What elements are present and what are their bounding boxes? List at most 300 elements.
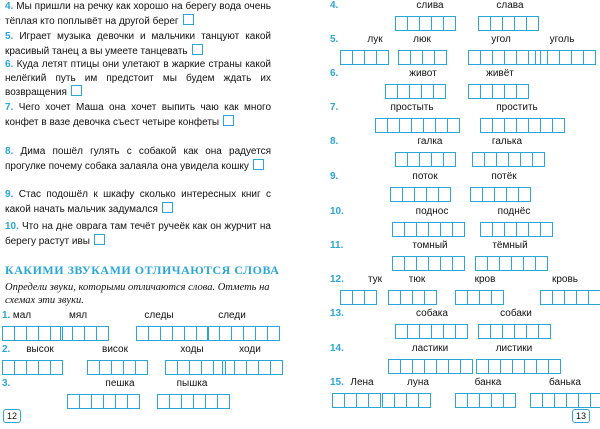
sound-box[interactable]	[182, 395, 194, 408]
sound-box[interactable]	[425, 291, 436, 304]
word-label: лук	[367, 34, 383, 45]
sound-box[interactable]	[166, 361, 178, 374]
sentence-4	[5, 0, 271, 28]
sound-box[interactable]	[536, 51, 548, 64]
sound-scheme[interactable]	[470, 187, 531, 202]
exercise-number: 3.	[2, 378, 11, 389]
sound-box[interactable]	[27, 361, 39, 374]
sound-box[interactable]	[420, 153, 432, 166]
sound-box[interactable]	[503, 325, 515, 338]
sound-box[interactable]	[525, 360, 537, 373]
sound-box[interactable]	[413, 360, 425, 373]
sound-box[interactable]	[517, 85, 528, 98]
sound-box[interactable]	[476, 257, 488, 270]
sound-box[interactable]	[403, 188, 415, 201]
sound-box[interactable]	[529, 119, 541, 132]
sound-box[interactable]	[104, 395, 116, 408]
sound-scheme[interactable]	[388, 290, 437, 305]
sound-box[interactable]	[395, 394, 407, 407]
exercise-number: 9.	[330, 171, 339, 182]
sound-box[interactable]	[489, 360, 501, 373]
sound-box[interactable]	[572, 51, 584, 64]
sound-scheme[interactable]	[468, 50, 541, 65]
sound-box[interactable]	[524, 257, 536, 270]
sentence-text: Что на дне оврага там течёт ручеёк как он журчит на берегу растут ивы	[5, 221, 271, 247]
sentence-number: 4.	[5, 1, 14, 12]
sound-box[interactable]	[408, 153, 420, 166]
sound-box[interactable]	[333, 394, 345, 407]
sentence-5	[5, 30, 271, 58]
sound-box[interactable]	[444, 325, 456, 338]
sound-box[interactable]	[453, 257, 464, 270]
sound-box[interactable]	[423, 51, 435, 64]
sound-scheme[interactable]	[480, 118, 565, 133]
sound-box[interactable]	[477, 360, 489, 373]
sound-scheme[interactable]	[87, 360, 148, 375]
sound-box[interactable]	[422, 85, 434, 98]
sound-scheme[interactable]	[392, 256, 465, 271]
sound-box[interactable]	[396, 17, 408, 30]
sound-box[interactable]	[256, 327, 268, 340]
sound-box[interactable]	[405, 257, 417, 270]
sound-box[interactable]	[365, 291, 376, 304]
sound-box[interactable]	[51, 361, 62, 374]
sound-scheme[interactable]	[468, 84, 529, 99]
sound-box[interactable]	[136, 361, 147, 374]
exercise-number: 6.	[330, 68, 339, 79]
sound-box[interactable]	[501, 360, 513, 373]
sound-box[interactable]	[39, 361, 51, 374]
sound-scheme[interactable]	[395, 16, 456, 31]
sound-box[interactable]	[389, 360, 401, 373]
exercise-number: 5.	[330, 34, 339, 45]
sound-box[interactable]	[449, 360, 461, 373]
sound-box[interactable]	[396, 325, 408, 338]
sound-box[interactable]	[435, 51, 446, 64]
sound-box[interactable]	[149, 327, 161, 340]
section-heading: КАКИМИ ЗВУКАМИ ОТЛИЧАЮТСЯ СЛОВА	[5, 263, 280, 277]
sound-box[interactable]	[396, 153, 408, 166]
sound-box[interactable]	[68, 395, 80, 408]
sound-box[interactable]	[377, 51, 388, 64]
sound-box[interactable]	[399, 51, 411, 64]
sound-box[interactable]	[429, 223, 441, 236]
sentence-text: Стас подошёл к шкафу сколько интересных книг с какой начать мальчик задумался	[5, 189, 272, 215]
sound-box[interactable]	[405, 223, 417, 236]
exercise-number: 4.	[330, 0, 339, 11]
sound-box[interactable]	[345, 394, 357, 407]
sound-box[interactable]	[473, 153, 485, 166]
sound-box[interactable]	[393, 223, 405, 236]
sound-box[interactable]	[461, 360, 472, 373]
sound-box[interactable]	[541, 119, 553, 132]
sentence-9	[5, 188, 271, 216]
sound-box[interactable]	[434, 85, 445, 98]
sound-box[interactable]	[444, 153, 455, 166]
sound-scheme[interactable]	[395, 324, 468, 339]
sound-box[interactable]	[432, 17, 444, 30]
sound-box[interactable]	[400, 119, 412, 132]
sentence-7	[5, 101, 271, 129]
sound-scheme[interactable]	[390, 187, 451, 202]
sound-box[interactable]	[432, 153, 444, 166]
sound-box[interactable]	[202, 361, 214, 374]
sound-box[interactable]	[553, 119, 564, 132]
sound-box[interactable]	[407, 394, 419, 407]
sound-box[interactable]	[353, 291, 365, 304]
sound-scheme[interactable]	[392, 222, 465, 237]
sound-box[interactable]	[341, 291, 353, 304]
sound-box[interactable]	[481, 223, 493, 236]
word-label: ходы	[180, 344, 204, 355]
sound-box[interactable]	[531, 394, 543, 407]
sound-scheme[interactable]	[382, 393, 431, 408]
sound-box[interactable]	[80, 395, 92, 408]
word-label: Лена	[350, 377, 374, 388]
sound-scheme[interactable]	[222, 360, 283, 375]
sound-box[interactable]	[415, 188, 427, 201]
sound-box[interactable]	[100, 361, 112, 374]
sound-box[interactable]	[448, 119, 459, 132]
sound-box[interactable]	[268, 327, 279, 340]
sound-box[interactable]	[553, 291, 565, 304]
sound-box[interactable]	[495, 188, 507, 201]
sound-box[interactable]	[505, 119, 517, 132]
sound-box[interactable]	[513, 360, 525, 373]
sound-box[interactable]	[206, 395, 218, 408]
sound-box[interactable]	[244, 327, 256, 340]
sound-box[interactable]	[425, 360, 437, 373]
sound-box[interactable]	[560, 51, 572, 64]
sound-scheme[interactable]	[388, 359, 473, 374]
answer-checkbox[interactable]	[253, 159, 264, 170]
sound-box[interactable]	[190, 361, 202, 374]
word-label: ходи	[239, 344, 261, 355]
sound-box[interactable]	[429, 257, 441, 270]
sound-box[interactable]	[509, 153, 521, 166]
sound-box[interactable]	[527, 325, 539, 338]
word-label: потёк	[491, 171, 517, 182]
sound-box[interactable]	[185, 327, 197, 340]
sound-box[interactable]	[483, 188, 495, 201]
word-label: уголь	[549, 34, 575, 45]
sound-box[interactable]	[376, 119, 388, 132]
word-label: высок	[26, 344, 54, 355]
word-label: банька	[549, 377, 581, 388]
sound-box[interactable]	[158, 395, 170, 408]
sound-box[interactable]	[444, 17, 455, 30]
sound-scheme[interactable]	[540, 290, 600, 305]
sound-box[interactable]	[517, 119, 529, 132]
sound-box[interactable]	[471, 188, 483, 201]
word-label: простить	[496, 102, 538, 113]
left-page	[0, 0, 286, 429]
sound-box[interactable]	[420, 17, 432, 30]
sound-box[interactable]	[521, 153, 533, 166]
sound-box[interactable]	[505, 85, 517, 98]
word-label: галка	[417, 136, 443, 147]
exercise-number: 1.	[2, 310, 11, 321]
sentence-6	[5, 58, 271, 100]
page-number-right: 13	[572, 409, 590, 423]
sound-scheme[interactable]	[136, 326, 209, 341]
sound-box[interactable]	[73, 327, 85, 340]
sound-box[interactable]	[519, 188, 530, 201]
exercise-number: 13.	[330, 308, 344, 319]
sound-box[interactable]	[232, 327, 244, 340]
sound-box[interactable]	[88, 361, 100, 374]
sound-box[interactable]	[456, 325, 467, 338]
sound-box[interactable]	[92, 395, 104, 408]
sound-scheme[interactable]	[530, 393, 600, 408]
word-label: кров	[474, 274, 496, 285]
sentence-text: Мы пришли на речку как хорошо на берегу вода очень тёплая кто поплывёт на другой берег	[5, 1, 271, 27]
word-label: мал	[12, 310, 32, 321]
sound-box[interactable]	[247, 361, 259, 374]
sentence-number: 10.	[5, 221, 19, 232]
sound-box[interactable]	[517, 223, 529, 236]
sound-box[interactable]	[419, 394, 430, 407]
sound-scheme[interactable]	[478, 16, 539, 31]
sound-box[interactable]	[469, 51, 481, 64]
sound-box[interactable]	[61, 327, 73, 340]
sound-box[interactable]	[539, 325, 550, 338]
sound-box[interactable]	[420, 325, 432, 338]
sound-box[interactable]	[97, 327, 108, 340]
sound-box[interactable]	[485, 153, 497, 166]
sound-box[interactable]	[398, 85, 410, 98]
sound-box[interactable]	[453, 223, 464, 236]
sound-box[interactable]	[493, 85, 505, 98]
sound-box[interactable]	[584, 51, 595, 64]
sound-box[interactable]	[173, 327, 185, 340]
sound-box[interactable]	[492, 394, 504, 407]
sound-box[interactable]	[424, 119, 436, 132]
sound-box[interactable]	[220, 327, 232, 340]
sound-box[interactable]	[412, 119, 424, 132]
sound-box[interactable]	[408, 17, 420, 30]
sound-box[interactable]	[536, 257, 547, 270]
answer-checkbox[interactable]	[71, 85, 82, 96]
sound-scheme[interactable]	[67, 394, 140, 409]
sound-box[interactable]	[3, 361, 15, 374]
answer-checkbox[interactable]	[192, 44, 203, 55]
sound-box[interactable]	[393, 257, 405, 270]
sound-box[interactable]	[432, 325, 444, 338]
sound-box[interactable]	[271, 361, 282, 374]
sound-box[interactable]	[493, 119, 505, 132]
exercise-number: 11.	[330, 240, 344, 251]
sound-scheme[interactable]	[157, 394, 230, 409]
word-label: угол	[491, 34, 511, 45]
sound-box[interactable]	[112, 361, 124, 374]
sound-scheme[interactable]	[332, 393, 381, 408]
answer-checkbox[interactable]	[94, 234, 105, 245]
sound-scheme[interactable]	[480, 222, 553, 237]
sound-box[interactable]	[527, 17, 538, 30]
sound-box[interactable]	[481, 51, 493, 64]
sound-scheme[interactable]	[395, 152, 456, 167]
sound-scheme[interactable]	[375, 118, 460, 133]
instruction-text: Определи звуки, которыми отличаются слова. Отметь на схемах эти звуки.	[5, 282, 270, 306]
sound-box[interactable]	[555, 394, 567, 407]
sound-box[interactable]	[468, 291, 480, 304]
sound-box[interactable]	[548, 51, 560, 64]
sound-box[interactable]	[591, 394, 600, 407]
sound-box[interactable]	[259, 361, 271, 374]
sound-scheme[interactable]	[207, 326, 280, 341]
sound-scheme[interactable]	[340, 50, 389, 65]
sound-box[interactable]	[357, 394, 369, 407]
word-label: пышка	[176, 378, 208, 389]
sound-box[interactable]	[549, 360, 560, 373]
sound-box[interactable]	[208, 327, 220, 340]
sound-scheme[interactable]	[385, 84, 446, 99]
exercise-number: 15.	[330, 377, 344, 388]
sound-box[interactable]	[492, 291, 503, 304]
sound-box[interactable]	[365, 51, 377, 64]
sound-box[interactable]	[223, 361, 235, 374]
sound-box[interactable]	[480, 291, 492, 304]
sound-box[interactable]	[469, 85, 481, 98]
sound-box[interactable]	[491, 17, 503, 30]
sound-scheme[interactable]	[165, 360, 226, 375]
sound-box[interactable]	[481, 119, 493, 132]
sound-box[interactable]	[577, 291, 589, 304]
sound-scheme[interactable]	[398, 50, 447, 65]
answer-checkbox[interactable]	[223, 115, 234, 126]
sound-box[interactable]	[543, 394, 555, 407]
page-number-left: 12	[3, 409, 21, 423]
sound-scheme[interactable]	[472, 152, 545, 167]
sound-box[interactable]	[456, 394, 468, 407]
sound-box[interactable]	[341, 51, 353, 64]
sound-box[interactable]	[493, 51, 505, 64]
sound-box[interactable]	[512, 257, 524, 270]
sound-box[interactable]	[39, 327, 51, 340]
sound-box[interactable]	[488, 257, 500, 270]
sound-box[interactable]	[517, 51, 529, 64]
sentence-8	[5, 145, 271, 173]
sound-box[interactable]	[137, 327, 149, 340]
sound-box[interactable]	[541, 291, 553, 304]
sound-box[interactable]	[480, 394, 492, 407]
sound-box[interactable]	[437, 360, 449, 373]
sound-box[interactable]	[389, 291, 401, 304]
sound-box[interactable]	[479, 325, 491, 338]
sound-box[interactable]	[401, 360, 413, 373]
sound-box[interactable]	[116, 395, 128, 408]
sound-box[interactable]	[410, 85, 422, 98]
sound-box[interactable]	[353, 51, 365, 64]
sound-box[interactable]	[456, 291, 468, 304]
sound-scheme[interactable]	[475, 256, 548, 271]
sound-box[interactable]	[515, 325, 527, 338]
sound-box[interactable]	[505, 223, 517, 236]
sound-box[interactable]	[497, 153, 509, 166]
sound-scheme[interactable]	[60, 326, 109, 341]
sound-box[interactable]	[468, 394, 480, 407]
sound-box[interactable]	[500, 257, 512, 270]
sound-box[interactable]	[515, 17, 527, 30]
sound-box[interactable]	[383, 394, 395, 407]
sound-box[interactable]	[161, 327, 173, 340]
sound-box[interactable]	[411, 51, 423, 64]
sound-scheme[interactable]	[535, 50, 596, 65]
sound-box[interactable]	[537, 360, 549, 373]
word-label: живёт	[486, 68, 514, 79]
sound-box[interactable]	[579, 394, 591, 407]
sentence-number: 8.	[5, 146, 14, 157]
sound-box[interactable]	[507, 188, 519, 201]
sound-box[interactable]	[391, 188, 403, 201]
sound-box[interactable]	[589, 291, 600, 304]
sound-box[interactable]	[218, 395, 229, 408]
sound-box[interactable]	[15, 327, 27, 340]
sound-box[interactable]	[441, 223, 453, 236]
sound-scheme[interactable]	[476, 359, 561, 374]
sound-box[interactable]	[369, 394, 380, 407]
sound-scheme[interactable]	[478, 324, 551, 339]
sound-box[interactable]	[128, 395, 139, 408]
word-label: ластики	[411, 343, 449, 354]
sound-box[interactable]	[124, 361, 136, 374]
sound-box[interactable]	[439, 188, 450, 201]
sound-box[interactable]	[15, 361, 27, 374]
word-label: поднос	[415, 206, 449, 217]
sentence-number: 5.	[5, 31, 14, 42]
sound-box[interactable]	[85, 327, 97, 340]
sound-box[interactable]	[27, 327, 39, 340]
sound-box[interactable]	[567, 394, 579, 407]
sound-box[interactable]	[436, 119, 448, 132]
sound-box[interactable]	[408, 325, 420, 338]
exercise-number: 7.	[330, 102, 339, 113]
sound-box[interactable]	[441, 257, 453, 270]
sound-box[interactable]	[493, 223, 505, 236]
sound-box[interactable]	[413, 291, 425, 304]
sound-box[interactable]	[541, 223, 552, 236]
sound-box[interactable]	[529, 223, 541, 236]
sound-box[interactable]	[386, 85, 398, 98]
sound-box[interactable]	[427, 188, 439, 201]
sound-scheme[interactable]	[2, 360, 63, 375]
sound-box[interactable]	[504, 394, 515, 407]
sound-box[interactable]	[491, 325, 503, 338]
sound-scheme[interactable]	[2, 326, 63, 341]
sound-box[interactable]	[533, 153, 544, 166]
sound-box[interactable]	[388, 119, 400, 132]
sound-box[interactable]	[481, 85, 493, 98]
sound-box[interactable]	[194, 395, 206, 408]
sound-scheme[interactable]	[455, 393, 516, 408]
sound-box[interactable]	[505, 51, 517, 64]
sound-scheme[interactable]	[455, 290, 504, 305]
answer-checkbox[interactable]	[162, 202, 173, 213]
sound-box[interactable]	[417, 223, 429, 236]
sound-box[interactable]	[235, 361, 247, 374]
sound-box[interactable]	[479, 17, 491, 30]
sound-box[interactable]	[178, 361, 190, 374]
sound-box[interactable]	[170, 395, 182, 408]
answer-checkbox[interactable]	[183, 14, 194, 25]
sound-box[interactable]	[401, 291, 413, 304]
sound-box[interactable]	[503, 17, 515, 30]
sound-box[interactable]	[3, 327, 15, 340]
sound-scheme[interactable]	[340, 290, 377, 305]
sound-box[interactable]	[417, 257, 429, 270]
sound-box[interactable]	[565, 291, 577, 304]
